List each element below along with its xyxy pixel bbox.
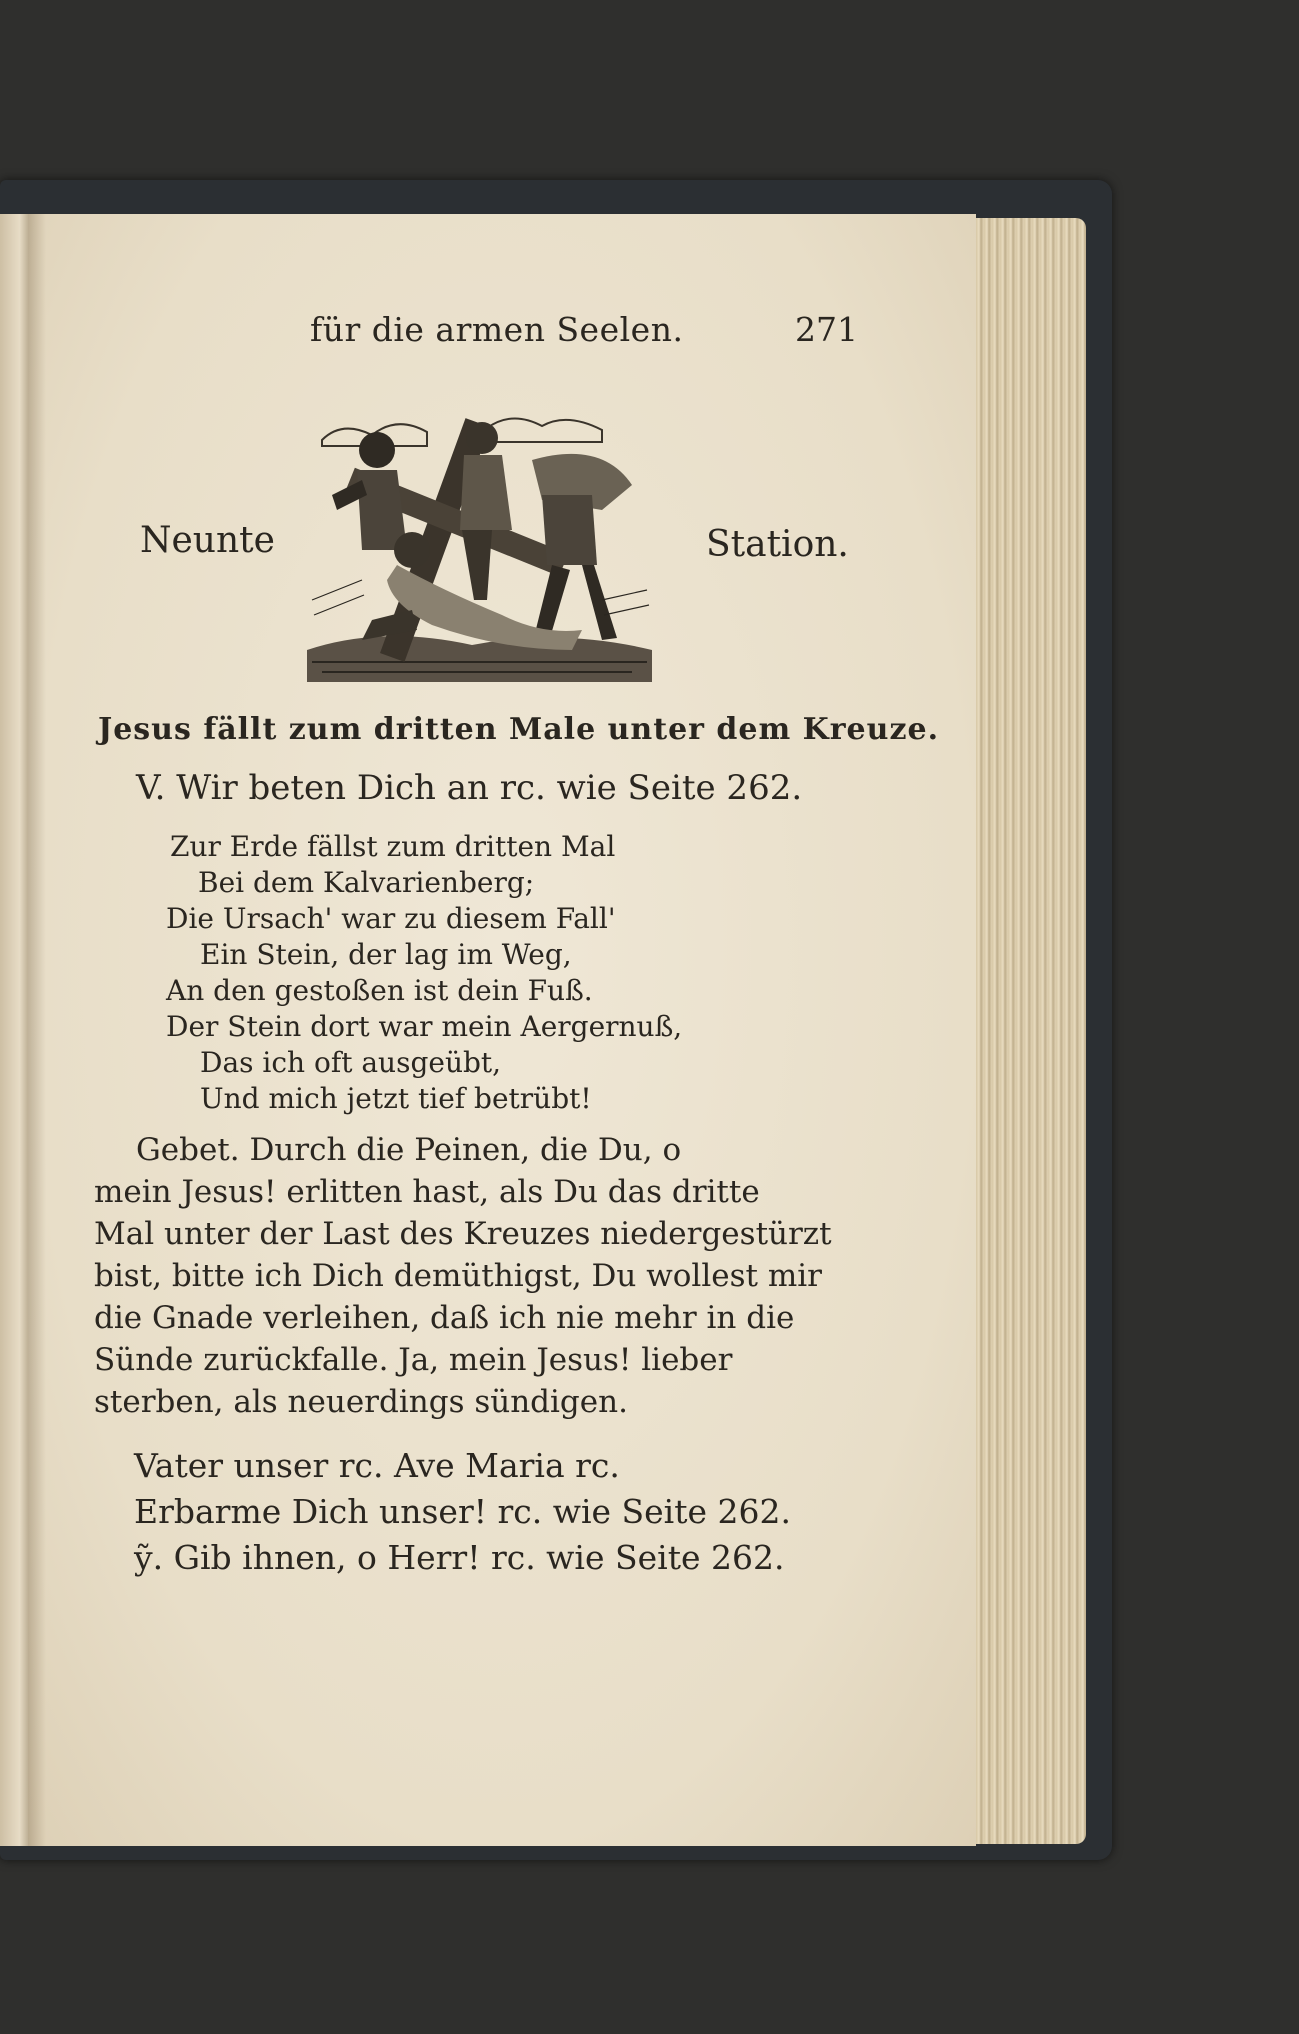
closing-line: Erbarme Dich unser! rc. wie Seite 262.: [134, 1492, 791, 1531]
verse-line: Zur Erde fällst zum dritten Mal: [170, 830, 616, 863]
left-page-edge: [0, 214, 28, 1846]
verse-line: Ein Stein, der lag im Weg,: [200, 938, 572, 971]
prayer-line: Mal unter der Last des Kreuzes niedergestürzt: [94, 1216, 832, 1252]
prayer-line: Gebet. Durch die Peinen, die Du, o: [136, 1132, 682, 1168]
woodcut-illustration-icon: [302, 400, 657, 690]
page-number: 271: [795, 310, 858, 349]
verse-line: Und mich jetzt tief betrübt!: [200, 1082, 592, 1115]
prayer-line: die Gnade verleihen, daß ich nie mehr in die: [94, 1300, 795, 1336]
verse-line: An den gestoßen ist dein Fuß.: [166, 974, 593, 1007]
page-edges: [968, 218, 1086, 1844]
verse-line: Das ich oft ausgeübt,: [200, 1046, 502, 1079]
prayer-line: bist, bitte ich Dich demüthigst, Du wollest mir: [94, 1258, 822, 1294]
verse-line: Bei dem Kalvarienberg;: [198, 866, 535, 899]
station-title: Jesus fällt zum dritten Male unter dem Kreuze.: [98, 712, 940, 747]
prayer-line: Sünde zurückfalle. Ja, mein Jesus! lieber: [94, 1342, 733, 1378]
verse-line: Der Stein dort war mein Aergernuß,: [166, 1010, 683, 1043]
prayer-line: mein Jesus! erlitten hast, als Du das dritte: [94, 1174, 760, 1210]
station-label-right: Station.: [706, 524, 849, 565]
versicle: V. Wir beten Dich an rc. wie Seite 262.: [136, 768, 803, 808]
running-head: für die armen Seelen.: [310, 310, 684, 349]
gutter-shadow: [28, 214, 46, 1846]
verse-line: Die Ursach' war zu diesem Fall': [166, 902, 616, 935]
station-label-left: Neunte: [140, 520, 275, 561]
closing-line: Vater unser rc. Ave Maria rc.: [134, 1446, 620, 1485]
prayer-line: sterben, als neuerdings sündigen.: [94, 1384, 628, 1420]
closing-line: ỹ. Gib ihnen, o Herr! rc. wie Seite 262.: [134, 1538, 785, 1577]
